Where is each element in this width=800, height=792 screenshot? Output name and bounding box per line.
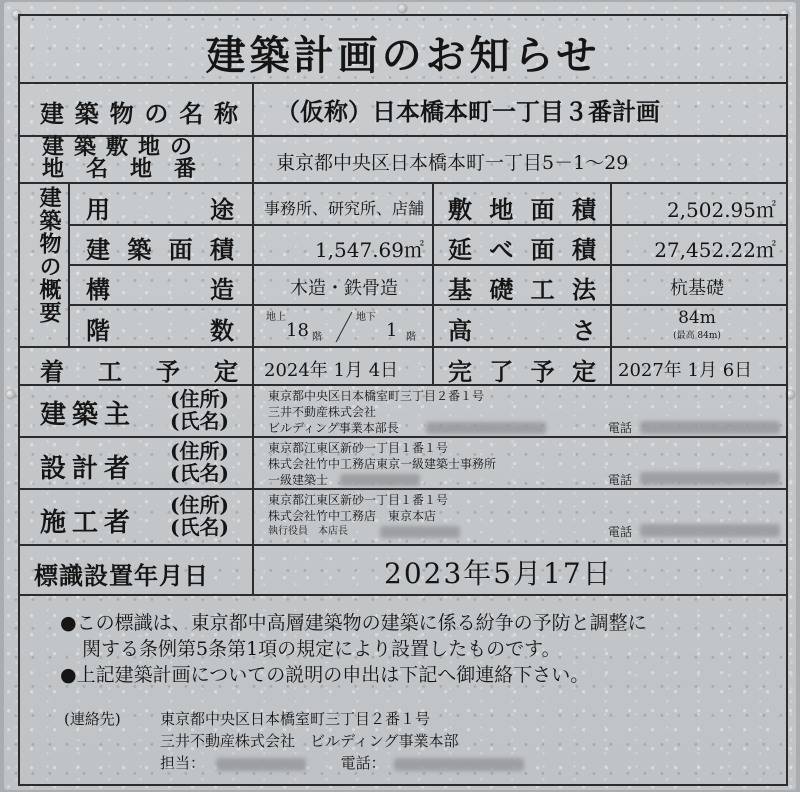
redacted-phone: [640, 524, 780, 537]
contact-label: (連絡先): [64, 710, 121, 728]
structure-value: 木造・鉄骨造: [290, 278, 398, 299]
site-area-value: 2,502.95㎡: [666, 198, 776, 222]
screw-icon: [398, 4, 407, 13]
floor-unit: 階: [312, 332, 322, 343]
start-value: 2024年 1月 4日: [264, 360, 399, 381]
redacted-phone: [394, 758, 524, 771]
above-ground-value: 18: [286, 320, 309, 341]
contractor-address: 東京都江東区新砂一丁目１番１号: [268, 493, 449, 507]
contractor-title: 執行役員 本店長: [268, 526, 348, 537]
contact-company: 三井不動産株式会社 ビルディング事業本部: [160, 732, 459, 750]
name-tag: (氏名): [170, 461, 229, 485]
sign-date-label: 標識設置年月日: [34, 561, 209, 590]
address-tag: (住所): [170, 439, 229, 463]
designer-tel-label: 電話: [608, 473, 633, 487]
designer-company: 株式会社竹中工務店東京一級建築士事務所: [268, 457, 497, 471]
owner-company: 三井不動産株式会社: [268, 405, 377, 419]
sign-date-value: 2023年5月17日: [384, 557, 613, 590]
contact-person-label: 担当：: [160, 754, 206, 772]
building-name-value: （仮称）日本橋本町一丁目３番計画: [276, 97, 660, 126]
sign-board: [4, 2, 796, 790]
owner-title: ビルディング事業本部長: [268, 421, 399, 435]
overview-label: 建築物の概要: [36, 186, 62, 324]
contractor-label: 施工者: [40, 508, 137, 538]
screw-icon: [6, 390, 15, 399]
notice-1b: 関する条例第5条第1項の規定により設置したものです。: [82, 638, 561, 660]
sign-title: 建築計画のお知らせ: [205, 32, 601, 79]
designer-address: 東京都江東区新砂一丁目１番１号: [268, 441, 449, 455]
redacted-phone: [640, 472, 780, 485]
designer-label: 設計者: [40, 454, 137, 484]
foundation-value: 杭基礎: [670, 278, 724, 299]
total-floor-area-label: 延 べ 面 積: [448, 235, 598, 264]
total-floor-area-value: 27,452.22㎡: [654, 238, 776, 262]
completion-label: 完 了 予 定: [448, 357, 598, 386]
structure-label: 構 造: [86, 275, 236, 304]
floors-label: 階 数: [86, 316, 236, 345]
below-ground-value: 1: [386, 320, 398, 341]
site-label-line1: 建築敷地の: [42, 134, 203, 160]
address-tag: (住所): [170, 493, 229, 517]
address-tag: (住所): [170, 387, 229, 411]
contractor-company: 株式会社竹中工務店 東京本店: [268, 509, 437, 523]
owner-label: 建築主: [40, 400, 137, 430]
redacted-name: [340, 474, 420, 486]
below-ground-label: 地下: [356, 312, 376, 323]
building-area-label: 建 築 面 積: [86, 235, 236, 264]
floors-value: [256, 306, 432, 346]
sign-frame: [18, 14, 788, 786]
redacted-name: [426, 422, 546, 434]
designer-title: 一級建築士: [268, 473, 329, 487]
start-label: 着 工 予 定: [40, 357, 240, 386]
name-tag: (氏名): [170, 409, 229, 433]
contact-block: [64, 708, 121, 730]
floor-unit: 階: [406, 332, 416, 343]
notice-block: [60, 610, 647, 688]
completion-value: 2027年 1月 6日: [618, 360, 753, 381]
above-ground-label: 地上: [266, 312, 286, 323]
height-max: (最高 84m): [673, 331, 721, 341]
height-value: 84m: [678, 308, 716, 328]
foundation-label: 基 礎 工 法: [448, 275, 598, 304]
height-label: 高 さ: [448, 316, 598, 345]
site-label-line2: 地名地番: [42, 156, 219, 182]
site-address: 東京都中央区日本橋本町一丁目5－1～29: [276, 152, 629, 174]
contractor-tel-label: 電話: [608, 525, 633, 539]
site-area-label: 敷 地 面 積: [448, 195, 598, 224]
building-name-label: 建 築 物 の 名 称: [40, 99, 240, 128]
use-label: 用 途: [86, 195, 236, 224]
building-area-value: 1,547.69㎡: [314, 238, 424, 262]
contact-address: 東京都中央区日本橋室町三丁目２番１号: [160, 710, 431, 728]
contact-tel-label: 電話：: [340, 754, 386, 772]
redacted-person: [216, 758, 306, 771]
slash-divider-icon: [334, 310, 354, 344]
notice-2: ●上記建築計画についての説明の申出は下記へ御連絡下さい。: [60, 664, 590, 686]
owner-tel-label: 電話: [608, 421, 633, 435]
owner-address: 東京都中央区日本橋室町三丁目２番１号: [268, 389, 485, 403]
redacted-phone: [640, 421, 780, 434]
notice-1: ●この標識は、東京都中高層建築物の建築に係る紛争の予防と調整に: [60, 612, 647, 634]
use-value: 事務所、研究所、店舗: [264, 199, 425, 218]
name-tag: (氏名): [170, 515, 229, 539]
redacted-name: [380, 526, 460, 538]
